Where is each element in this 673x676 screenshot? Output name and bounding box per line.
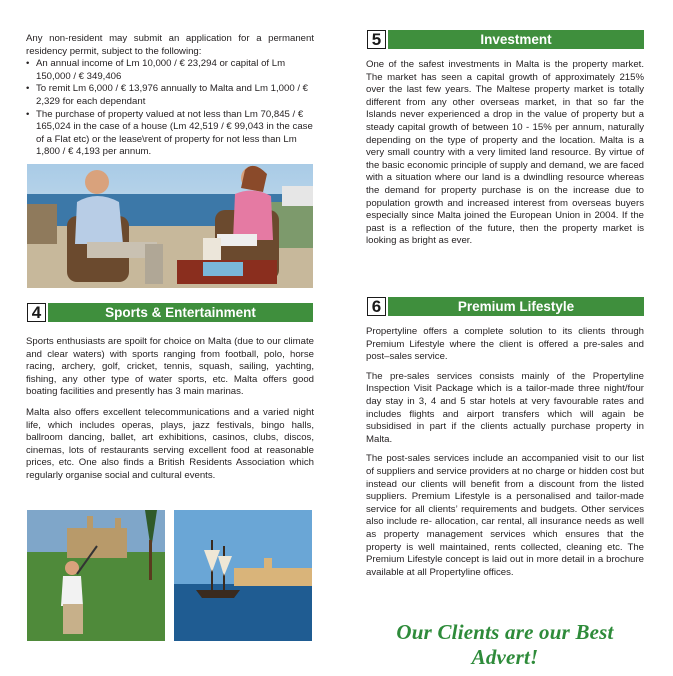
list-item: • To remit Lm 6,000 / € 13,976 annually to Malta and Lm 1,000 / € 2,329 for each dependant xyxy=(26,83,314,108)
premium-paragraph-3: The post-sales services include an accompanied visit to our list of suppliers and service providers at no charge or hidden cost but instead our clients will benefit from a discount from the listed suppliers. Premium Lifestyle is a personalised and tailor-made service for all clients’ requirements and budgets. Other services also include re- allocation, car rental, all insurance needs as well as property management services which ensures that the property is well maintained, rents collected, cleaning etc. The Premium Lifestyle concept is laid out in more detail in a brochure available at all Propertyline offices. xyxy=(366,453,644,578)
section-number: 6 xyxy=(367,297,386,316)
tagline: Our Clients are our Best Advert! xyxy=(396,620,614,669)
investment-section-header xyxy=(367,30,644,49)
section-title: Sports & Entertainment xyxy=(48,303,313,322)
sports-paragraph-2: Malta also offers excellent telecommunications and a varied night life, which includes operas, plays, jazz festivals, bingo halls, ballroom dancing, ballet, art exhibitions, casinos, clubs, discos, cinemas, lots of restaurants serving excellent food at reasonable prices, etc. One also finds a British Residents Association which regularly organise social and cultural events. xyxy=(26,406,314,481)
sports-section-header xyxy=(27,303,313,322)
investment-body xyxy=(366,59,644,248)
harbour-ship-photo xyxy=(174,510,312,641)
sports-body xyxy=(26,336,314,483)
couple-terrace-photo xyxy=(27,164,313,288)
sports-paragraph-1: Sports enthusiasts are spoilt for choice on Malta (due to our climate and clear waters) with sports ranging from football, polo, horse racing, archery, golf, cricket, tennis, squash, sailing, yachting, fishing, any other type of water sports, etc. Malta offers good boating facilities and presently has 3 main marinas. xyxy=(26,336,314,398)
investment-paragraph: One of the safest investments in Malta is the property market. The market has seen a capital growth of approximately 215% over the last few years. The Maltese property market is totally different from any other overseas market, in that so far the Islands never experienced a drop in the value of property but a steady capital growth of between 10 - 15% per annum, naturally depending on the type of property and the location. Malta is a very small country with a very limited land resource. By virtue of the basic economic principle of supply and demand, we are faced with a situation where our land is a dwindling resource whereas the demand for property purchase is on the increase due to population growth and increased interest from overseas buyers especially since Malta joined the European Union in 2004. If the past is a reflection of the future, then the property market is looking as bright as ever. xyxy=(366,59,644,247)
residency-conditions xyxy=(26,33,314,159)
list-item: • The purchase of property valued at not less than Lm 70,845 / € 165,024 in the case of a house (Lm 42,519 / € 99,043 in the case of a Flat etc) or the lease\rent of property for not less than Lm 1,800 / € 4,193 per annum. xyxy=(26,109,314,159)
residency-bullet-list xyxy=(26,58,314,159)
section-title: Premium Lifestyle xyxy=(388,297,644,316)
premium-section-header xyxy=(367,297,644,316)
residency-intro-text: Any non-resident may submit an application for a permanent residency permit, subject to the following: xyxy=(26,33,314,57)
section-number: 4 xyxy=(27,303,46,322)
list-item: • An annual income of Lm 10,000 / € 23,294 or capital of Lm 150,000 / € 349,406 xyxy=(26,58,314,83)
premium-body xyxy=(366,326,644,579)
section-title: Investment xyxy=(388,30,644,49)
premium-paragraph-2: The pre-sales services consists mainly of the Propertyline Inspection Visit Package which is a tailor-made three night/four day stay in 3, 4 and 5 star hotels at very favourable rates and includes flights and airport transfers which will again be subsidised in part if the clients actually purchase property in Malta. xyxy=(366,370,644,445)
premium-paragraph-1: Propertyline offers a complete solution to its clients through Premium Lifestyle where the client is offered a pre-sales and post–sales service. xyxy=(366,326,644,363)
section-number: 5 xyxy=(367,30,386,49)
golf-photo xyxy=(27,510,165,641)
